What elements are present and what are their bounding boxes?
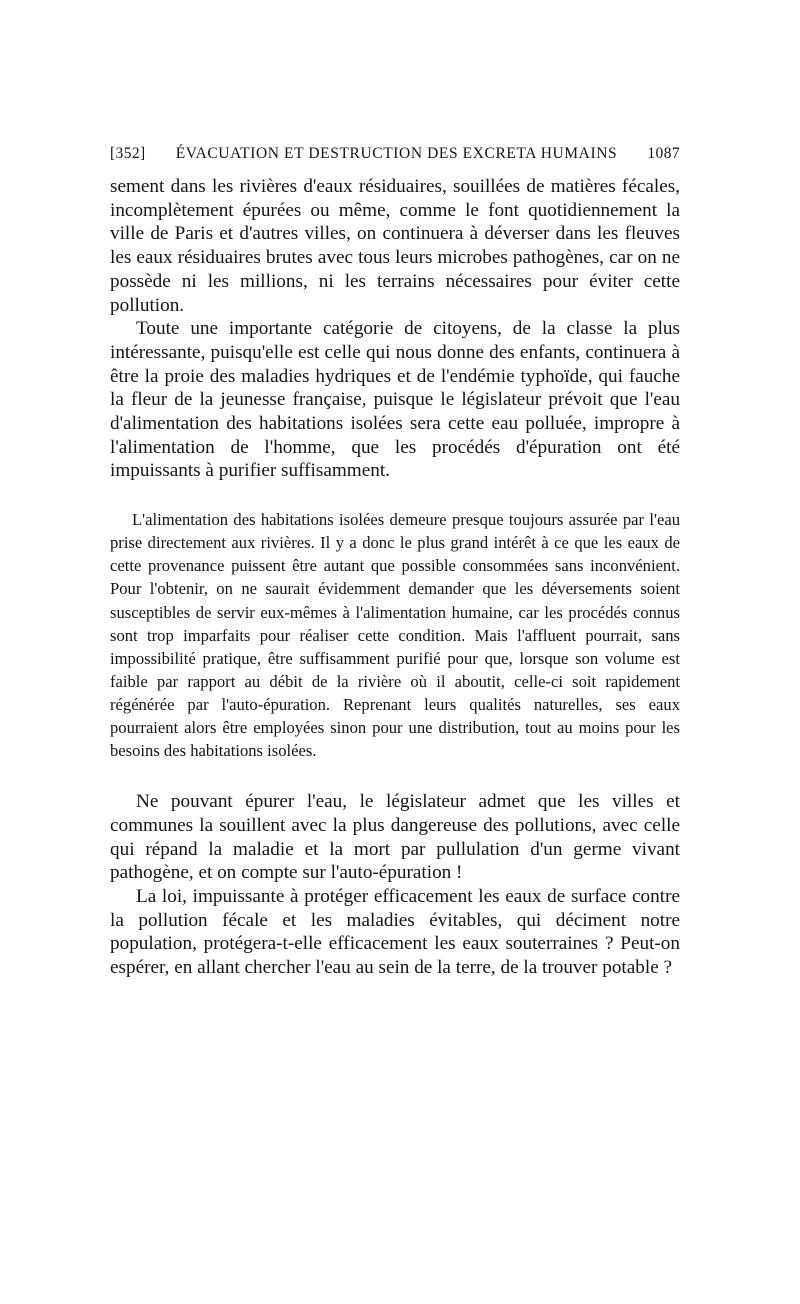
running-header [110, 145, 680, 163]
body-section-2 [110, 790, 680, 980]
page-reference: [352] [110, 145, 146, 162]
paragraph-law: La loi, impuissante à protéger efficacement les eaux de surface contre la pollution fécale et les maladies évitables, qui déciment notre population, protégera-t-elle efficacement les eaux souterraines ? Peut-on espérer, en allant chercher l'eau au sein de la terre, de la trouver potable ? [110, 885, 680, 979]
chapter-title: ÉVACUATION ET DESTRUCTION DES EXCRETA HUMAINS [175, 145, 618, 162]
body-section-1 [110, 175, 680, 483]
paragraph-citizens: Toute une importante catégorie de citoyens, de la classe la plus intéressante, puisqu'elle est celle qui nous donne des enfants, continuera à être la proie des maladies hydriques et de l'endémie typhoïde, qui fauche la fleur de la jeunesse française, puisque le législateur prévoit que l'eau d'alimentation des habitations isolées sera cette eau polluée, impropre à l'alimentation de l'homme, que les procédés d'épuration ont été impuissants à purifier suffisamment. [110, 318, 680, 482]
page-number: 1087 [647, 145, 680, 162]
paragraph-continuation: sement dans les rivières d'eaux résiduaires, souillées de matières fécales, incomplètement épurées ou même, comme le font quotidiennement la ville de Paris et d'autres villes, on continuera à déverser dans les fleuves les eaux résiduaires brutes avec tous leurs microbes pathogènes, car on ne possède ni les millions, ni les terrains nécessaires pour éviter cette pollution. [110, 176, 680, 316]
paragraph-legislator: Ne pouvant épurer l'eau, le législateur admet que les villes et communes la souillent avec la plus dangereuse des pollutions, avec celle qui répand la maladie et la mort par pullulation d'un germe vivant pathogène, et on compte sur l'auto-épuration ! [110, 791, 680, 884]
quote-paragraph: L'alimentation des habitations isolées demeure presque toujours assurée par l'eau prise directement aux rivières. Il y a donc le plus grand intérêt à ce que les eaux de cette provenance puissent être autant que possible consommées sans inconvénient. Pour l'obtenir, on ne saurait évidemment demander que les déversements soient susceptibles de servir eux-mêmes à l'alimentation humaine, car les procédés connus sont trop imparfaits pour réaliser cette condition. Mais l'affluent pourrait, sans impossibilité pratique, être suffisamment purifié pour que, lorsque son volume est faible par rapport au débit de la rivière où il aboutit, celle-ci soit rapidement régénérée par l'auto-épuration. Reprenant leurs qualités naturelles, ses eaux pourraient alors être employées sinon pour une distribution, tout au moins pour les besoins des habitations isolées. [110, 510, 680, 761]
quoted-passage [110, 508, 680, 762]
book-page [110, 145, 680, 980]
